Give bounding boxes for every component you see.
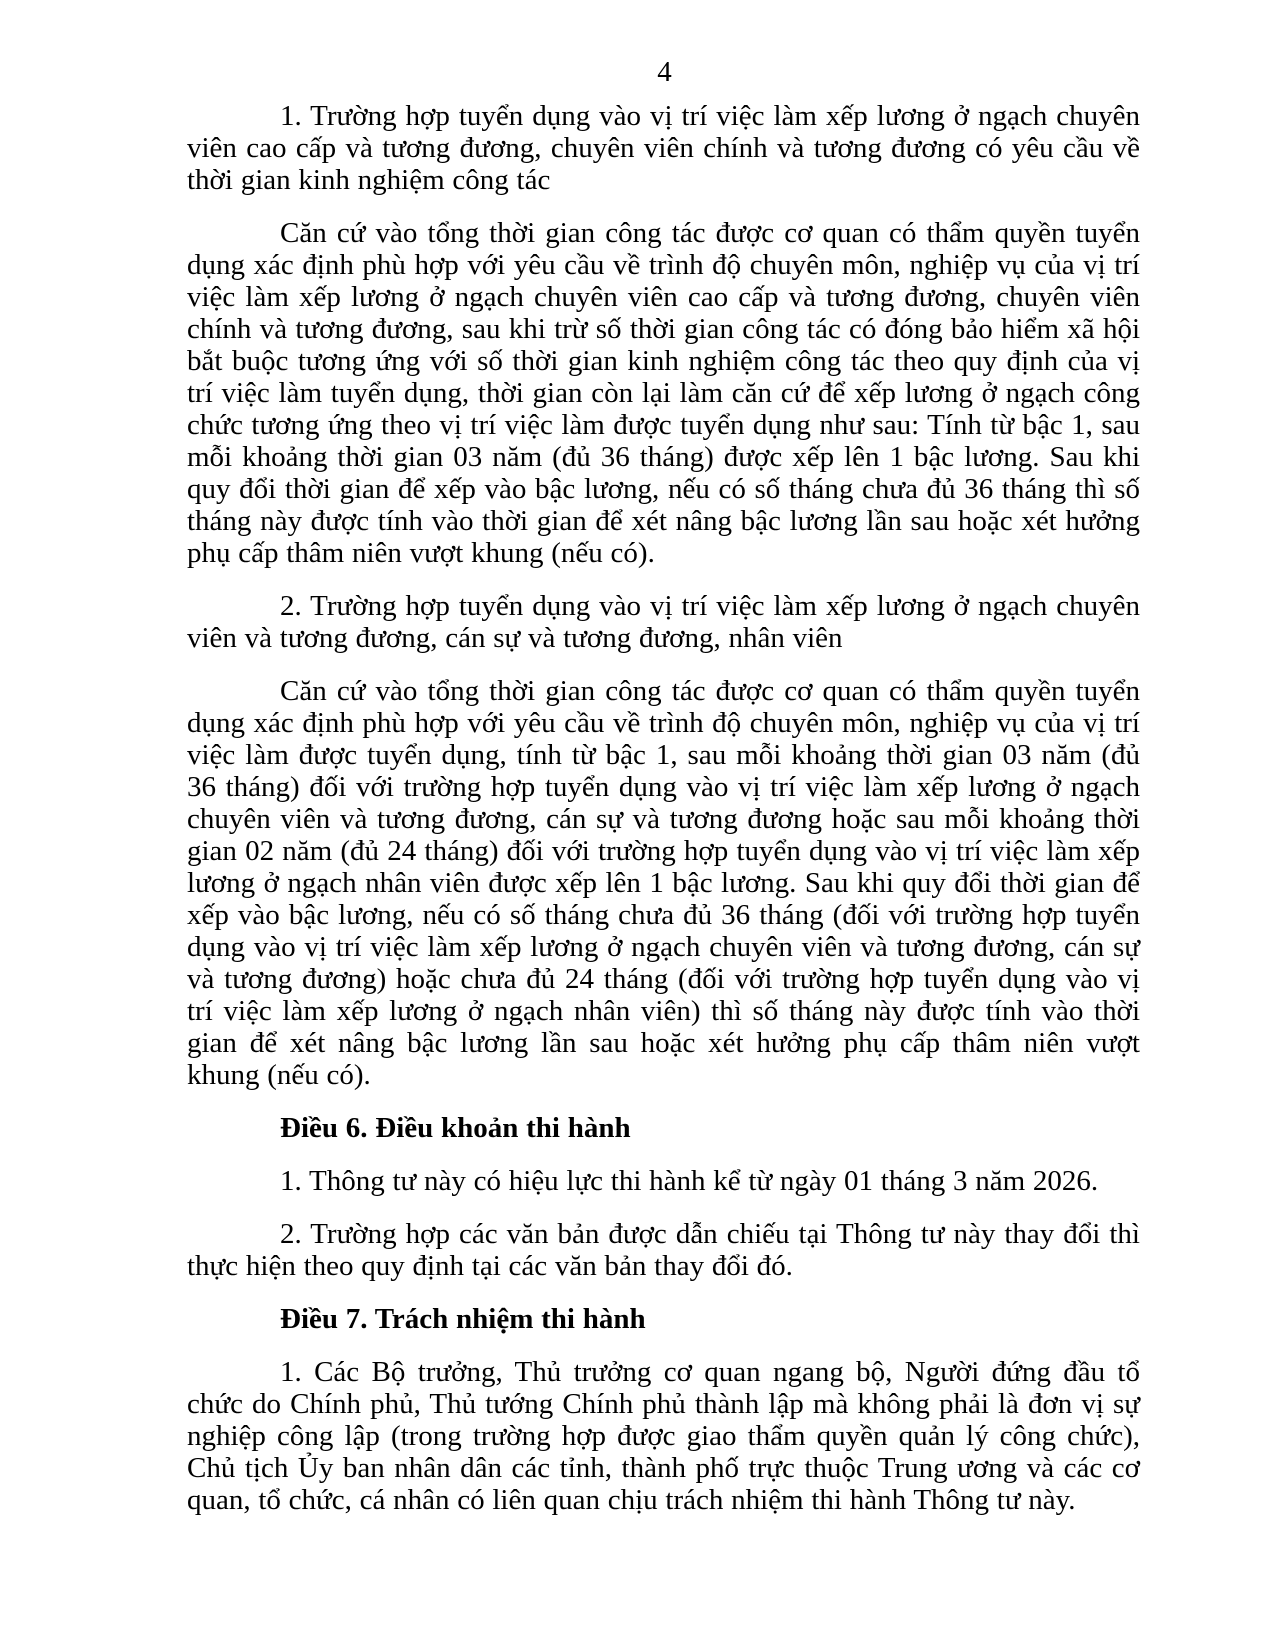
clause-1-body: Căn cứ vào tổng thời gian công tác được cơ quan có thẩm quyền tuyển dụng xác định phù hợp với yêu cầu về trình độ chuyên môn, nghiệp vụ của vị trí việc làm xếp lương ở ngạch chuyên viên cao cấp và tương đương, chuyên viên chính và tương đương, sau khi trừ số thời gian công tác có đóng bảo hiểm xã hội bắt buộc tương ứng với số thời gian kinh nghiệm công tác theo quy định của vị trí việc làm tuyển dụng, thời gian còn lại làm căn cứ để xếp lương ở ngạch công chức tương ứng theo vị trí việc làm được tuyển dụng như sau: Tính từ bậc 1, sau mỗi khoảng thời gian 03 năm (đủ 36 tháng) được xếp lên 1 bậc lương. Sau khi quy đổi thời gian để xếp vào bậc lương, nếu có số tháng chưa đủ 36 tháng thì số tháng này được tính vào thời gian để xét nâng bậc lương lần sau hoặc xét hưởng phụ cấp thâm niên vượt khung (nếu có). — [187, 217, 1140, 569]
article-7-heading: Điều 7. Trách nhiệm thi hành — [280, 1303, 646, 1335]
clause-2-body: Căn cứ vào tổng thời gian công tác được cơ quan có thẩm quyền tuyển dụng xác định phù hợp với yêu cầu về trình độ chuyên môn, nghiệp vụ của vị trí việc làm được tuyển dụng, tính từ bậc 1, sau mỗi khoảng thời gian 03 năm (đủ 36 tháng) đối với trường hợp tuyển dụng vào vị trí việc làm xếp lương ở ngạch chuyên viên và tương đương, cán sự và tương đương hoặc sau mỗi khoảng thời gian 02 năm (đủ 24 tháng) đối với trường hợp tuyển dụng vào vị trí việc làm xếp lương ở ngạch nhân viên được xếp lên 1 bậc lương. Sau khi quy đổi thời gian để xếp vào bậc lương, nếu có số tháng chưa đủ 36 tháng (đối với trường hợp tuyển dụng vào vị trí việc làm xếp lương ở ngạch chuyên viên và tương đương, cán sự và tương đương) hoặc chưa đủ 24 tháng (đối với trường hợp tuyển dụng vào vị trí việc làm xếp lương ở ngạch nhân viên) thì số tháng này được tính vào thời gian để xét nâng bậc lương lần sau hoặc xét hưởng phụ cấp thâm niên vượt khung (nếu có). — [187, 675, 1140, 1091]
page-number: 4 — [657, 56, 672, 88]
clause-2-intro: 2. Trường hợp tuyển dụng vào vị trí việc làm xếp lương ở ngạch chuyên viên và tương đương, cán sự và tương đương, nhân viên — [187, 590, 1140, 654]
article-6-heading: Điều 6. Điều khoản thi hành — [280, 1112, 631, 1144]
article-7-clause-1: 1. Các Bộ trưởng, Thủ trưởng cơ quan ngang bộ, Người đứng đầu tổ chức do Chính phủ, Thủ tướng Chính phủ thành lập mà không phải là đơn vị sự nghiệp công lập (trong trường hợp được giao thẩm quyền quản lý công chức), Chủ tịch Ủy ban nhân dân các tỉnh, thành phố trực thuộc Trung ương và các cơ quan, tổ chức, cá nhân có liên quan chịu trách nhiệm thi hành Thông tư này. — [187, 1356, 1140, 1516]
clause-1-intro: 1. Trường hợp tuyển dụng vào vị trí việc làm xếp lương ở ngạch chuyên viên cao cấp và tương đương, chuyên viên chính và tương đương có yêu cầu về thời gian kinh nghiệm công tác — [187, 100, 1140, 196]
article-6-clause-2: 2. Trường hợp các văn bản được dẫn chiếu tại Thông tư này thay đổi thì thực hiện theo quy định tại các văn bản thay đổi đó. — [187, 1218, 1140, 1282]
document-body — [187, 100, 1140, 1516]
article-6-clause-1: 1. Thông tư này có hiệu lực thi hành kể từ ngày 01 tháng 3 năm 2026. — [280, 1165, 1099, 1197]
